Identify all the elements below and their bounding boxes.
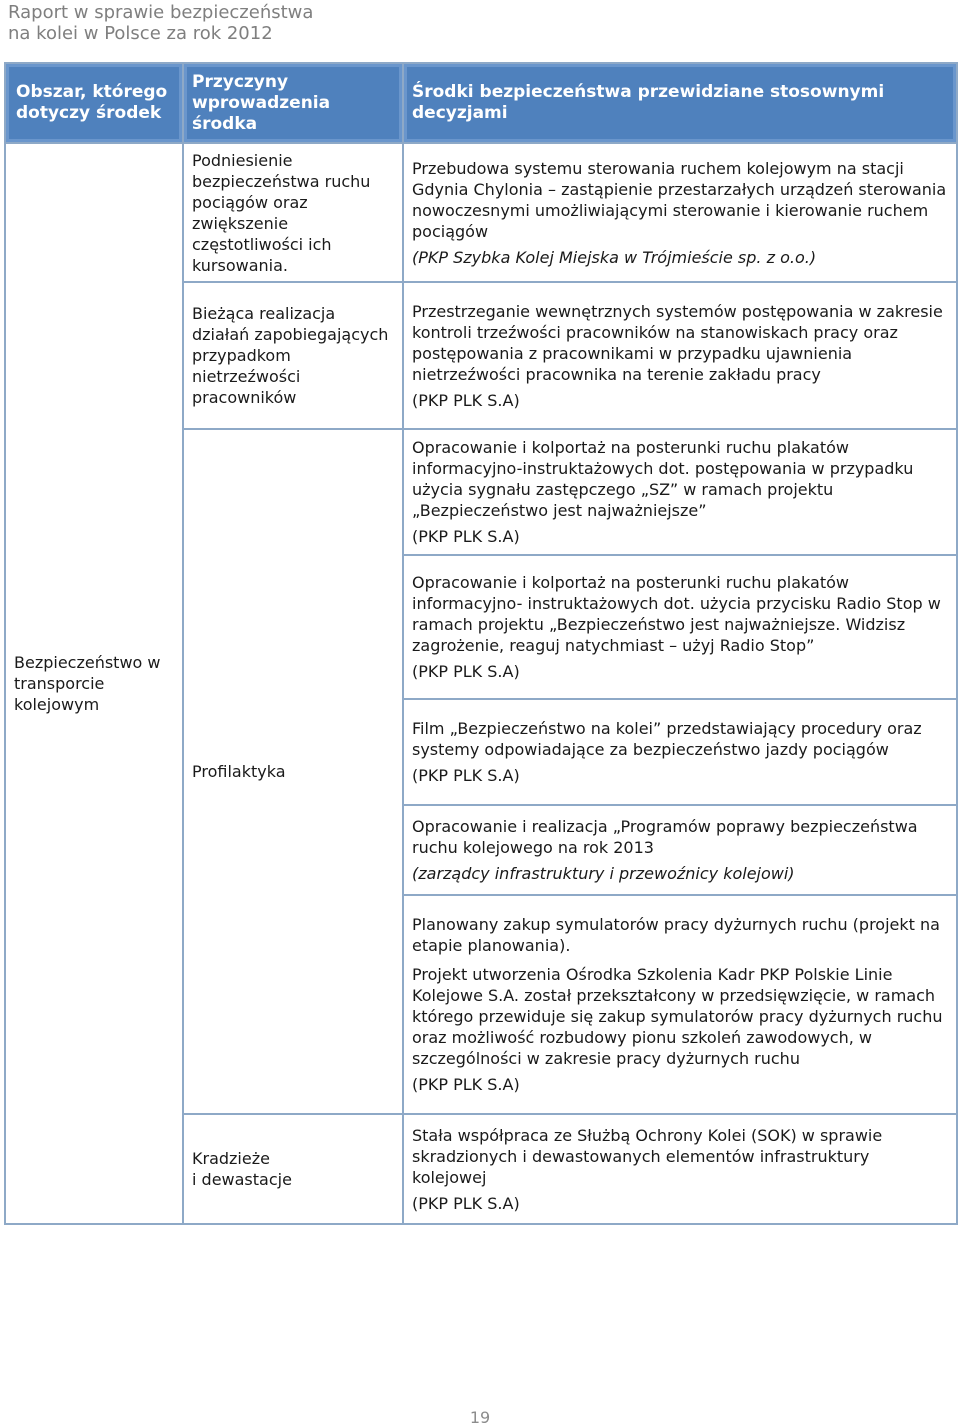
cause-cell-3: Profilaktyka — [184, 430, 404, 1115]
cause-cell-1: Podniesienie bezpieczeństwa ruchu pociągów oraz zwiększenie częstotliwości ich kursowania. — [184, 144, 404, 283]
header-area: Obszar, którego dotyczy środek — [6, 64, 184, 144]
document-title-line-2: na kolei w Polsce za rok 2012 — [8, 23, 273, 44]
cause-line: i dewastacje — [192, 1170, 292, 1189]
measure-text: Planowany zakup symulatorów pracy dyżurnych ruchu (projekt na etapie planowania). — [412, 915, 940, 955]
measure-text: Film „Bezpieczeństwo na kolei” przedstawiający procedury oraz systemy odpowiadające za bezpieczeństwo jazdy pociągów — [412, 719, 922, 759]
cause-line: Kradzieże — [192, 1149, 270, 1168]
measure-cell-7 — [404, 896, 958, 1115]
measure-cell-2 — [404, 283, 958, 430]
measure-source: (PKP PLK S.A) — [412, 527, 520, 546]
measure-source: (PKP Szybka Kolej Miejska w Trójmieście sp. z o.o.) — [412, 247, 817, 267]
safety-measures-table — [4, 62, 958, 1225]
cause-cell-4 — [184, 1115, 404, 1225]
measure-source: (PKP PLK S.A) — [412, 662, 520, 681]
header-causes: Przyczyny wprowadzenia środka — [184, 64, 404, 144]
measure-text: Opracowanie i realizacja „Programów poprawy bezpieczeństwa ruchu kolejowego na rok 2013 — [412, 817, 918, 857]
measure-text: Projekt utworzenia Ośrodka Szkolenia Kadr PKP Polskie Linie Kolejowe S.A. został przekształcony w przedsięwzięcie, w ramach którego przewiduje się zakup symulatorów pracy dyżurnych ruchu oraz możliwość rozbudowy pionu szkoleń zawodowych, w szczególności w zakresie pracy dyżurnych ruchu — [412, 965, 943, 1068]
measure-text: Przestrzeganie wewnętrznych systemów postępowania w zakresie kontroli trzeźwości pracowników na stanowiskach pracy oraz postępowania z pracownikami w przypadku ujawnienia nietrzeźwości pracownika na terenie zakładu pracy — [412, 301, 943, 384]
table-row — [6, 144, 958, 283]
measure-text: Opracowanie i kolportaż na posterunki ruchu plakatów informacyjno-instruktażowych dot. postępowania w przypadku użycia sygnału zastępczego „SZ” w ramach projektu „Bezpieczeństwo jest najważniejsze” — [412, 438, 914, 520]
measure-cell-4 — [404, 556, 958, 700]
measure-cell-8 — [404, 1115, 958, 1225]
document-title — [8, 2, 313, 44]
measure-text: Przebudowa systemu sterowania ruchem kolejowym na stacji Gdynia Chylonia – zastąpienie przestarzałych urządzeń sterowania nowoczesnymi umożliwiającymi sterowanie i kierowanie ruchem pociągów — [412, 158, 947, 241]
table-header-row — [6, 64, 958, 144]
measure-cell-6 — [404, 806, 958, 896]
header-measures: Środki bezpieczeństwa przewidziane stosownymi decyzjami — [404, 64, 958, 144]
measure-cell-3 — [404, 430, 958, 556]
cause-cell-2: Bieżąca realizacja działań zapobiegających przypadkom nietrzeźwości pracowników — [184, 283, 404, 430]
measure-source: (zarządcy infrastruktury i przewoźnicy kolejowi) — [412, 864, 795, 883]
measure-source: (PKP PLK S.A) — [412, 766, 520, 785]
area-cell: Bezpieczeństwo w transporcie kolejowym — [6, 144, 184, 1225]
measure-source: (PKP PLK S.A) — [412, 1075, 520, 1094]
measure-cell-1 — [404, 144, 958, 283]
measure-source: (PKP PLK S.A) — [412, 390, 520, 410]
measure-text: Stała współpraca ze Służbą Ochrony Kolei (SOK) w sprawie skradzionych i dewastowanych elementów infrastruktury kolejowej — [412, 1125, 883, 1187]
document-title-line-1: Raport w sprawie bezpieczeństwa — [8, 2, 314, 23]
measure-cell-5 — [404, 700, 958, 806]
measure-text: Opracowanie i kolportaż na posterunki ruchu plakatów informacyjno- instruktażowych dot. użycia przycisku Radio Stop w ramach projektu „Bezpieczeństwo jest najważniejsze. Widzisz zagrożenie, reaguj natychmiast – użyj Radio Stop” — [412, 573, 941, 655]
measure-source: (PKP PLK S.A) — [412, 1193, 520, 1213]
page-number: 19 — [469, 1408, 491, 1427]
